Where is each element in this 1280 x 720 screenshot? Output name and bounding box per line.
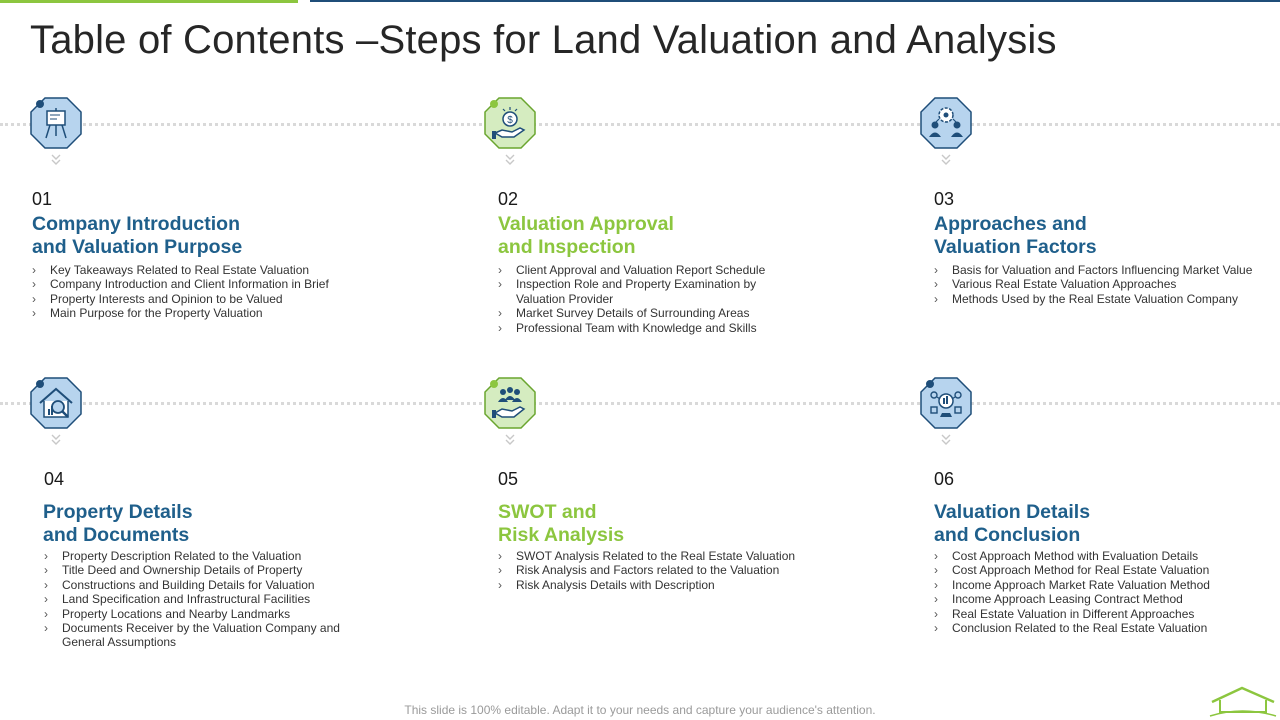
- section-03: [920, 97, 1280, 337]
- list-item: › Documents Receiver by the Valuation Company and General Assumptions: [44, 621, 352, 650]
- list-item: › Various Real Estate Valuation Approaches: [934, 277, 1274, 291]
- section-heading: SWOT and Risk Analysis: [498, 501, 625, 546]
- section-heading: Company Introduction and Valuation Purpose: [32, 213, 243, 258]
- section-number: 05: [498, 469, 519, 489]
- list-item: › Income Approach Leasing Contract Method: [934, 592, 1274, 606]
- section-number: 04: [44, 469, 65, 489]
- section-heading: Property Details and Documents: [43, 501, 193, 546]
- list-item: › Land Specification and Infrastructural Facilities: [44, 592, 384, 606]
- slide-title: Table of Contents –Steps for Land Valuation and Analysis: [30, 18, 1057, 62]
- chevron-down-icon: [503, 433, 517, 447]
- section-number: 06: [934, 469, 955, 489]
- section-01: [30, 97, 390, 337]
- footer-note: This slide is 100% editable. Adapt it to your needs and capture your audience's attention.: [404, 703, 876, 717]
- team-hand-icon: [484, 377, 536, 429]
- house-logo-icon: [1208, 684, 1278, 718]
- top-accent-blue: [310, 0, 1280, 2]
- list-item: › Real Estate Valuation in Different Approaches: [934, 607, 1274, 621]
- section-06: [920, 377, 1280, 667]
- gear-team-icon: [920, 97, 972, 149]
- list-item: › Methods Used by the Real Estate Valuation Company: [934, 292, 1274, 306]
- chevron-down-icon: [939, 153, 953, 167]
- list-item: › Income Approach Market Rate Valuation Method: [934, 578, 1274, 592]
- chevron-down-icon: [49, 153, 63, 167]
- section-number: 01: [32, 189, 53, 209]
- section-heading: Valuation Approval and Inspection: [498, 213, 674, 258]
- bullet-list: [934, 549, 1274, 635]
- bullet-list: [44, 549, 384, 650]
- list-item: › Company Introduction and Client Information in Brief: [32, 277, 372, 291]
- list-item: › Market Survey Details of Surrounding Areas: [498, 306, 838, 320]
- list-item: › Property Description Related to the Valuation: [44, 549, 384, 563]
- list-item: › Professional Team with Knowledge and Skills: [498, 321, 838, 335]
- list-item: › Constructions and Building Details for Valuation: [44, 578, 384, 592]
- section-heading: Valuation Details and Conclusion: [934, 501, 1091, 546]
- list-item: › Title Deed and Ownership Details of Property: [44, 563, 384, 577]
- list-item: › Risk Analysis Details with Description: [498, 578, 838, 592]
- house-search-icon: [30, 377, 82, 429]
- chevron-down-icon: [939, 433, 953, 447]
- section-05: [484, 377, 844, 617]
- dollar-hand-icon: [484, 97, 536, 149]
- list-item: › Cost Approach Method for Real Estate Valuation: [934, 563, 1274, 577]
- ideas-analysis-icon: [920, 377, 972, 429]
- bullet-list: [498, 263, 838, 335]
- list-item: › SWOT Analysis Related to the Real Estate Valuation: [498, 549, 838, 563]
- section-02: [484, 97, 844, 337]
- section-number: 03: [934, 189, 955, 209]
- list-item: › Cost Approach Method with Evaluation Details: [934, 549, 1274, 563]
- bullet-list: [498, 549, 838, 592]
- list-item: › Basis for Valuation and Factors Influencing Market Value: [934, 263, 1274, 277]
- section-number: 02: [498, 189, 519, 209]
- chevron-down-icon: [49, 433, 63, 447]
- presentation-board-icon: [30, 97, 82, 149]
- list-item: › Main Purpose for the Property Valuation: [32, 306, 372, 320]
- svg-text:$: $: [507, 115, 513, 126]
- section-04: [30, 377, 390, 667]
- list-item: › Property Locations and Nearby Landmarks: [44, 607, 384, 621]
- list-item: › Inspection Role and Property Examination by Valuation Provider: [498, 277, 776, 306]
- section-heading: Approaches and Valuation Factors: [934, 213, 1097, 258]
- list-item: › Conclusion Related to the Real Estate Valuation: [934, 621, 1274, 635]
- bullet-list: [934, 263, 1274, 306]
- top-accent-green: [0, 0, 298, 3]
- chevron-down-icon: [503, 153, 517, 167]
- list-item: › Risk Analysis and Factors related to the Valuation: [498, 563, 838, 577]
- list-item: › Property Interests and Opinion to be Valued: [32, 292, 372, 306]
- list-item: › Key Takeaways Related to Real Estate Valuation: [32, 263, 372, 277]
- bullet-list: [32, 263, 372, 321]
- list-item: › Client Approval and Valuation Report Schedule: [498, 263, 838, 277]
